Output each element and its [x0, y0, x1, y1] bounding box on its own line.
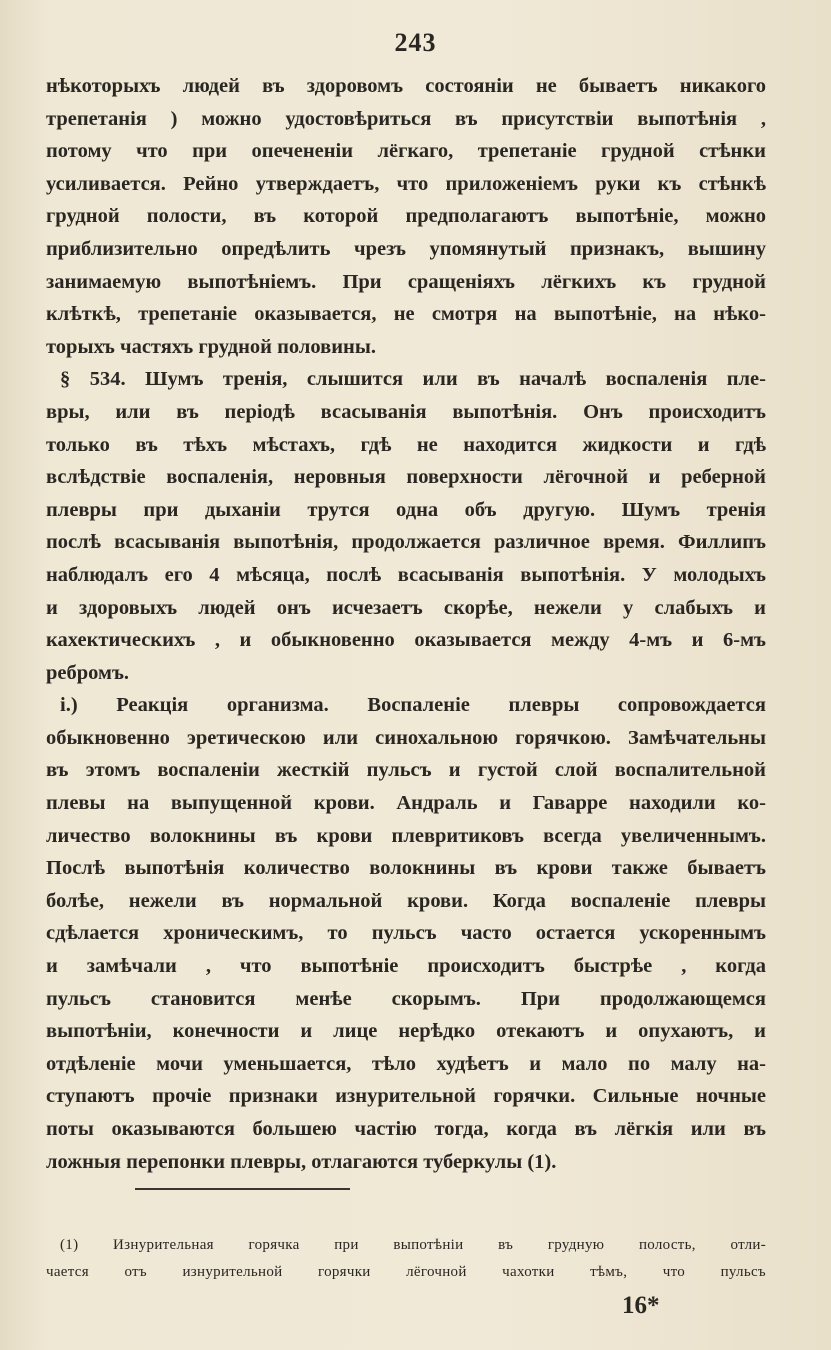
section-534-heading-line: § 534. Шумъ тренія, слышится или въ началѣ воспаленія пле- [60, 368, 766, 391]
text-line: послѣ всасыванія выпотѣнія, продолжается различное время. Филлипъ [46, 531, 766, 554]
text-line: пульсъ становится менѣе скорымъ. При продолжающемся [46, 987, 766, 1010]
text-line: сдѣлается хроническимъ, то пульсъ часто остается ускореннымъ [46, 922, 766, 945]
text-line: отдѣленіе мочи уменьшается, тѣло худѣетъ и мало по малу на- [46, 1052, 766, 1075]
signature-mark: 16* [622, 1292, 660, 1319]
text-line: грудной полости, въ которой предполагаютъ выпотѣніе, можно [46, 205, 766, 228]
text-line: плевы на выпущенной крови. Андраль и Гаварре находили ко- [46, 792, 766, 815]
text-line: потому что при опечененіи лёгкаго, трепетаніе грудной стѣнки [46, 140, 766, 163]
text-line: усиливается. Рейно утверждаетъ, что приложеніемъ руки къ стѣнкѣ [46, 172, 766, 195]
text-line: клѣткѣ, трепетаніе оказывается, не смотря на выпотѣніе, на нѣко- [46, 303, 766, 326]
text-line: личество волокнины въ крови плевритиковъ всегда увеличеннымъ. [46, 824, 766, 847]
text-line: вслѣдствіе воспаленія, неровныя поверхности лёгочной и реберной [46, 466, 766, 489]
page-number: 243 [394, 28, 437, 57]
text-line: поты оказываются большею частію тогда, когда въ лёгкія или въ [46, 1118, 766, 1140]
text-line: нѣкоторыхъ людей въ здоровомъ состояніи не бываетъ никакого [46, 75, 766, 97]
text-line: выпотѣніи, конечности и лице нерѣдко отекаютъ и опухаютъ, и [46, 1020, 766, 1043]
footnote-line: (1) Изнурительная горячка при выпотѣніи въ грудную полость, отли- [60, 1237, 766, 1253]
text-line: ступаютъ прочіе признаки изнурительной горячки. Сильные ночные [46, 1085, 766, 1108]
text-line: обыкновенно эретическою или синохальною горячкою. Замѣчательны [46, 726, 766, 749]
subsection-i-heading-line: i.) Реакція организма. Воспаленіе плевры сопровождается [60, 694, 766, 717]
text-line: ребромъ. [46, 661, 130, 684]
text-line: только въ тѣхъ мѣстахъ, гдѣ не находится жидкости и гдѣ [46, 433, 766, 456]
footnote-separator [135, 1188, 350, 1190]
text-line: приблизительно опредѣлить чрезъ упомянутый признакъ, вышину [46, 237, 766, 260]
text-line: кахектическихъ , и обыкновенно оказывается между 4-мъ и 6-мъ [46, 629, 766, 652]
footnote [46, 1232, 766, 1286]
text-line: болѣе, нежели въ нормальной крови. Когда воспаленіе плевры [46, 889, 766, 912]
text-line: торыхъ частяхъ грудной половины. [46, 335, 376, 358]
text-line: занимаемую выпотѣніемъ. При сращеніяхъ лёгкихъ къ грудной [46, 270, 766, 293]
text-line: и замѣчали , что выпотѣніе происходитъ быстрѣе , когда [46, 955, 766, 978]
footnote-line: чается отъ изнурительной горячки лёгочной чахотки тѣмъ, что пульсъ [46, 1264, 766, 1280]
main-text [46, 70, 766, 1178]
text-line: плевры при дыханіи трутся одна объ другую. Шумъ тренія [46, 498, 766, 521]
text-line: наблюдалъ его 4 мѣсяца, послѣ всасыванія выпотѣнія. У молодыхъ [46, 563, 766, 586]
text-line: Послѣ выпотѣнія количество волокнины въ крови также бываетъ [46, 857, 766, 880]
text-line: въ этомъ воспаленіи жесткій пульсъ и густой слой воспалительной [46, 759, 766, 782]
text-line: и здоровыхъ людей онъ исчезаетъ скорѣе, нежели у слабыхъ и [46, 596, 766, 619]
text-line: вры, или въ періодѣ всасыванія выпотѣнія. Онъ происходитъ [46, 400, 766, 423]
text-line: ложныя перепонки плевры, отлагаются туберкулы (1). [46, 1150, 557, 1173]
text-line: трепетанія ) можно удостовѣриться въ присутствіи выпотѣнія , [46, 107, 766, 130]
